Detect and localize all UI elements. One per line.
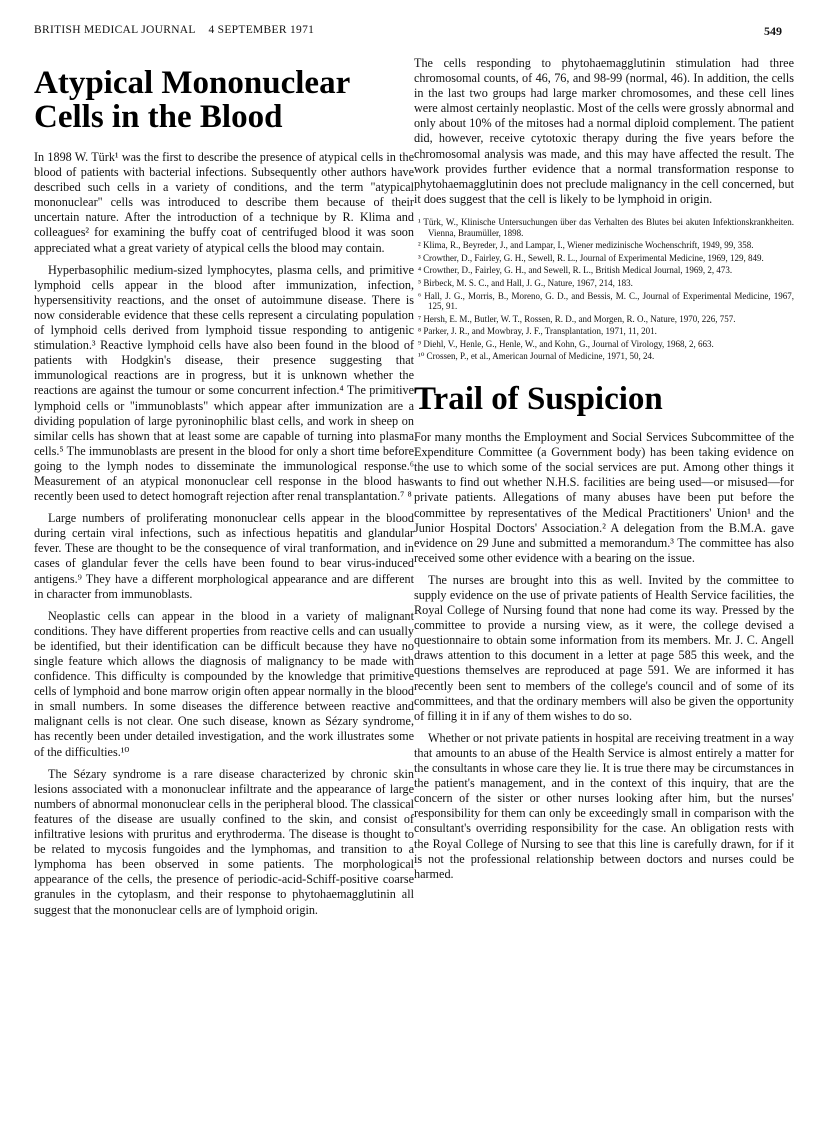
article1-paragraph: Large numbers of proliferating mononuclear cells appear in the blood during certain viral infections, such as infectious hepatitis and glandular fever. These are thought to be the consequence of viral tranformation, and in cases of glandular fever the cells have been found to bear virus-induced antigens.⁹ They have a different morphological appearance and are different in character from immunoblasts. [34, 511, 414, 601]
running-header [34, 24, 782, 38]
reference-item: ⁸ Parker, J. R., and Mowbray, J. F., Transplantation, 1971, 11, 201. [418, 326, 657, 337]
reference-item: ⁵ Birbeck, M. S. C., and Hall, J. G., Nature, 1967, 214, 183. [418, 277, 633, 288]
article2-paragraph: Whether or not private patients in hospital are receiving treatment in a way that amounts to an abuse of the Health Service is almost entirely a matter for the consultants in whose care they lie. It is true there may be circumstances in the patient's management, and in the context of this inquiry, that are the concern of the sister or other nurses looking after him, but the nurses' responsibility for them can only be exceedingly small in comparison with the consultant's overriding responsibility for the case. An obligation rests with the Royal College of Nursing to see that this line is carefully drawn, for if it is not the professional relationship between doctors and nurses could be harmed. [414, 730, 794, 881]
issue-date: 4 SEPTEMBER 1971 [208, 24, 315, 36]
article2-paragraph: For many months the Employment and Social Services Subcommittee of the Expenditure Committee (a Government body) has been taking evidence on the use to which some of the social services are put. Among other things it wants to find out whether N.H.S. facilities are being used—or misused—for private patients. Allegations of many abuses have been put before the committee by representatives of the Medical Practitioners' Union¹ and the Junior Hospital Doctors' Association.² A delegation from the B.M.A. gave evidence on 29 June and submitted a memorandum.³ The committee has also received some other evidence with a bearing on the issue. [414, 430, 794, 565]
page-number: 549 [764, 24, 782, 38]
article1-paragraph: The Sézary syndrome is a rare disease characterized by chronic skin lesions associated with a mononuclear infiltrate and the appearance of large numbers of abnormal mononuclear cells in the peripheral blood. The classical features of the disease are usually confined to the skin, and consist of infiltrative lesions with pruritus and erythroderma. The disease is thought to be related to mycosis fungoides and the lymphomas, and transition to a lymphoma has been observed in some patients. The morphological appearance of the cells, the presence of periodic-acid-Schiff-positive coarse granules in the cytoplasm, and their response to phytohaemagglutinin all suggest that the mononuclear cells are of lymphoid origin. [34, 766, 414, 917]
article-title-atypical-cells: Atypical Mononuclear Cells in the Blood [34, 65, 350, 135]
reference-item: ¹⁰ Crossen, P., et al., American Journal of Medicine, 1971, 50, 24. [418, 351, 655, 362]
reference-item: ⁷ Hersh, E. M., Butler, W. T., Rossen, R. D., and Morgen, R. O., Nature, 1970, 226, 757. [418, 313, 736, 324]
reference-item: ⁴ Crowther, D., Fairley, G. H., and Sewell, R. L., British Medical Journal, 1969, 2, 473. [418, 265, 733, 276]
reference-item: ⁶ Hall, J. G., Morris, B., Moreno, G. D., and Bessis, M. C., Journal of Experimental Medicine, 1967, 125, 91. [418, 290, 794, 312]
right-column [414, 56, 794, 889]
left-column [34, 56, 414, 925]
article1-paragraph: Neoplastic cells can appear in the blood in a variety of malignant conditions. They have different properties from reactive cells and can usually be identified, but their identification can be difficult because they have no single feature which allows the diagnosis of malignancy to be made with confidence. This difficulty is compounded by the knowledge that primitive cells of lymphoid and bone marrow origin often appear normally in the blood in small numbers. In some diseases the difference between reactive and malignant cells is not clear. One such disease, known as Sézary syndrome, has recently been under detailed investigation, and the work illustrates some of the difficulties.¹⁰ [34, 608, 414, 759]
reference-item: ¹ Türk, W., Klinische Untersuchungen über das Verhalten des Blutes bei akuten Infektionskrankheiten. Vienna, Braumüller, 1898. [418, 216, 794, 238]
reference-item: ⁹ Diehl, V., Henle, G., Henle, W., and Kohn, G., Journal of Virology, 1968, 2, 663. [418, 338, 714, 349]
reference-list [414, 217, 794, 362]
reference-item: ² Klima, R., Beyreder, J., and Lampar, I., Wiener medizinische Wochenschrift, 1949, 99, 358. [418, 240, 754, 251]
article1-paragraph: Hyperbasophilic medium-sized lymphocytes, plasma cells, and primitive lymphoid cells appear in the blood after immunization, infection, hypersensitivity reactions, and the onset of autoimmune disease. There is now considerable evidence that these cells represent a circulating population of lymphoid cells derived from lymphoid tissue responding to antigenic stimulation.³ Reactive lymphoid cells have also been found in the blood of patients with Hodgkin's disease, their presence suggesting that immunological reactions are in progress, but it is unknown whether the reactions are against the tumour or some concurrent infection.⁴ The primitive lymphoid cells or "immunoblasts" which appear after immunization are a dividing population of large pyroninophilic blast cells, and work in sheep on similar cells has shown that at least some are capable of turning into plasma cells.⁵ The immunoblasts are present in the blood for only a short time before going to the lymph nodes to disseminate the immunological response.⁶ Measurement of an atypical mononuclear cell response in the blood has recently been used to detect homograft rejection after renal transplantation.⁷ ⁸ [34, 262, 414, 504]
article-title-trail-of-suspicion: Trail of Suspicion [414, 381, 663, 418]
article2-paragraph: The nurses are brought into this as well. Invited by the committee to supply evidence on the use of private patients of Health Service facilities, the Royal College of Nursing found that none had come its way. Pressed by the committee to provide a nursing view, as it were, the college devised a questionnaire to obtain some information from its members. Mr. J. C. Angell draws attention to this document in a letter at page 585 this week, and the questions themselves are reproduced at page 591. We are informed it has recently been sent to members of the college's council and of some of its committees, and that the ordinary members will also be given the opportunity of filling it in if any of them wishes to do so. [414, 572, 794, 723]
article1-paragraph: In 1898 W. Türk¹ was the first to describe the presence of atypical cells in the blood of patients with bacterial infections. Subsequently other authors have described such cells in a variety of conditions, and the term "atypical mononuclear" cells was introduced to describe them because of their uncertain nature. After the introduction of a technique by R. Klima and colleagues² for examining the buffy coat of centrifuged blood it was soon appreciated what a great variety of atypical cells the blood may contain. [34, 150, 414, 255]
journal-name: BRITISH MEDICAL JOURNAL [34, 24, 196, 36]
article1-continuation: The cells responding to phytohaemagglutinin stimulation had three chromosomal counts, of 46, 76, and 98-99 (normal, 46). In addition, the cells in the last two groups had large marker chromosomes, and these cell lines were almost certainly neoplastic. Most of the cells were grossly abnormal and only about 10% of the mitoses had a normal diploid complement. The patient did, however, receive cytotoxic therapy during the five years before the chromosomal analysis was made, and this may have affected the result. The work provides further evidence that a normal transformation response to phytohaemagglutinin does not preclude malignancy in the cell concerned, but it does suggest that the cell is likely to be lymphoid in origin. [414, 56, 794, 206]
reference-item: ³ Crowther, D., Fairley, G. H., Sewell, R. L., Journal of Experimental Medicine, 1969, 129, 849. [418, 252, 764, 263]
journal-date-line [34, 24, 314, 36]
